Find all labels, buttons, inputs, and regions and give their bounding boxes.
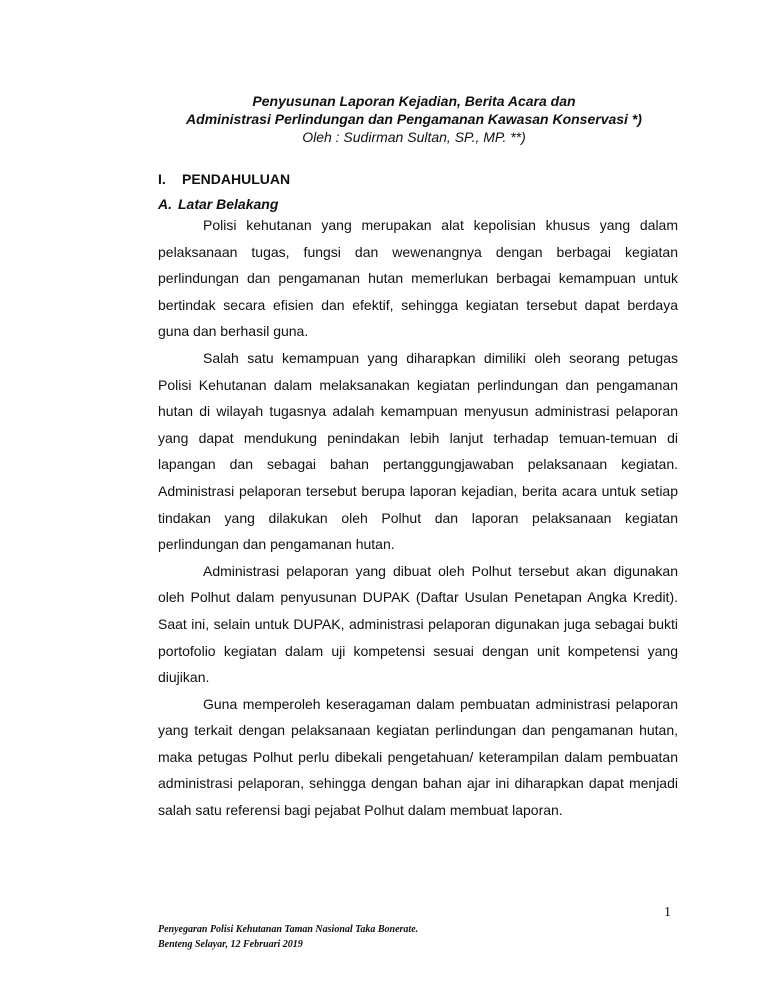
paragraph-2: Salah satu kemampuan yang diharapkan dimiliki oleh seorang petugas Polisi Kehutanan dalam melaksanakan kegiatan perlindungan dan pengamanan hutan di wilayah tugasnya adalah kemampuan menyusun administrasi pelaporan yang dapat mendukung penindakan lebih lanjut terhadap temuan-temuan di lapangan dan sebagai bahan pertanggungjawaban pelaksanaan kegiatan. Administrasi pelaporan tersebut berupa laporan kejadian, berita acara untuk setiap tindakan yang dilakukan oleh Polhut dan laporan pelaksanaan kegiatan perlindungan dan pengamanan hutan. [158, 349, 678, 553]
paragraph-3: Administrasi pelaporan yang dibuat oleh Polhut tersebut akan digunakan oleh Polhut dalam penyusunan DUPAK (Daftar Usulan Penetapan Angka Kredit). Saat ini, selain untuk DUPAK, administrasi pelaporan digunakan juga sebagai bukti portofolio kegiatan dalam uji kompetensi sesuai dengan unit kompetensi yang diujikan. [158, 562, 678, 686]
section-title: PENDAHULUAN [182, 171, 291, 187]
page-number: 1 [664, 905, 671, 920]
section-number: I. [158, 171, 166, 187]
paragraph-1: Polisi kehutanan yang merupakan alat kepolisian khusus yang dalam pelaksanaan tugas, fungsi dan wewenangnya dengan berbagai kegiatan perlindungan dan pengamanan hutan memerlukan berbagai kemampuan untuk bertindak secara efisien dan efektif, sehingga kegiatan tersebut dapat berdaya guna dan berhasil guna. [158, 217, 678, 340]
document-author: Oleh : Sudirman Sultan, SP., MP. **) [302, 129, 526, 145]
subsection-title: Latar Belakang [178, 196, 279, 212]
subsection-number: A. [158, 196, 172, 212]
document-title-block [150, 92, 678, 146]
footer-line-2: Benteng Selayar, 12 Februari 2019 [158, 939, 303, 950]
page-footer [158, 922, 418, 952]
paragraph-4: Guna memperoleh keseragaman dalam pembuatan administrasi pelaporan yang terkait dengan pelaksanaan kegiatan perlindungan dan pengamanan hutan, maka petugas Polhut perlu dibekali pengetahuan/ keterampilan dalam pembuatan administrasi pelaporan, sehingga dengan bahan ajar ini diharapkan dapat menjadi salah satu referensi bagi pejabat Polhut dalam membuat laporan. [158, 695, 678, 819]
section-heading [158, 170, 290, 188]
document-title-line-2: Administrasi Perlindungan dan Pengamanan Kawasan Konservasi *) [186, 111, 642, 127]
footer-line-1: Penyegaran Polisi Kehutanan Taman Nasional Taka Bonerate. [158, 924, 419, 935]
body-text [158, 212, 678, 824]
document-title-line-1: Penyusunan Laporan Kejadian, Berita Acara dan [252, 93, 576, 109]
subsection-heading [158, 195, 278, 213]
